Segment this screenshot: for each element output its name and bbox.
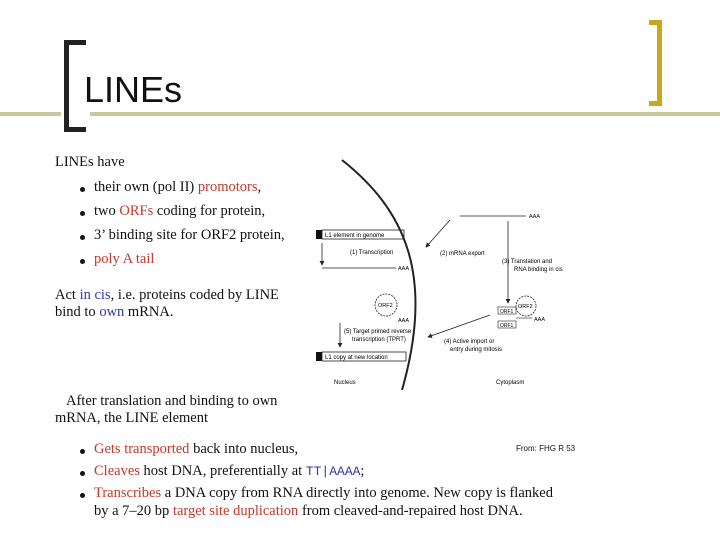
bullet-text: two <box>94 203 120 219</box>
bullet-text: from cleaved-and-repaired host DNA. <box>298 503 523 519</box>
export-arrow <box>426 220 450 247</box>
bullet-polya: poly A tail <box>94 251 155 267</box>
highlight-text: Transcribes <box>94 485 162 501</box>
slide-title: LINEs <box>84 69 183 110</box>
cis-text: bind to <box>55 304 100 320</box>
new-copy-label: L1 copy at new location <box>325 355 388 361</box>
highlight-text: Cleaves <box>94 463 140 479</box>
bullet-dot <box>80 449 85 454</box>
cleavage-site-code: TT|AAAA <box>305 464 361 479</box>
title-bracket-left-top <box>64 40 86 45</box>
transcription-label: (1) Transcription <box>350 250 394 256</box>
highlight-text: target site duplication <box>172 503 299 519</box>
import-label-1: (4) Active import or <box>444 339 495 345</box>
new-copy-marker <box>316 352 322 361</box>
cis-line-2 <box>55 304 173 321</box>
bullet-text: host DNA, preferentially at <box>139 463 306 479</box>
genome-marker <box>316 230 322 239</box>
bullet-transported <box>94 441 298 458</box>
l1-in-genome-label: L1 element in genome <box>325 233 385 239</box>
title-bracket-left <box>64 40 69 132</box>
bullet-transcribes <box>94 485 553 502</box>
cis-highlight: own <box>99 304 125 320</box>
cytoplasm-label: Cytoplasm <box>496 380 525 386</box>
bullet-text: coding for protein, <box>153 203 266 219</box>
title-bracket-right-top <box>649 20 662 25</box>
bullet-transcribes-line-2 <box>94 503 523 520</box>
line-lifecycle-diagram <box>310 155 590 395</box>
bullet-text: a DNA copy from RNA directly into genome. New copy is flanked <box>161 485 553 501</box>
bullet-orfs <box>94 203 265 220</box>
bullet-text: , <box>257 179 262 195</box>
bullet-dot <box>80 235 85 240</box>
orf1-label-a: ORF1 <box>500 309 514 315</box>
intro-text: LINEs have <box>55 154 125 170</box>
tprt-label-2: transcription (TPRT) <box>352 337 406 343</box>
title-rule-left <box>0 112 61 116</box>
aaa-right-label: AAA <box>534 317 546 323</box>
title-bracket-right <box>657 20 662 106</box>
title-bracket-right-bottom <box>649 101 662 106</box>
bullet-cleaves <box>94 463 364 480</box>
after-line-2: mRNA, the LINE element <box>55 410 209 426</box>
orf2-right-label: ORF2 <box>518 304 533 310</box>
bullet-text: ; <box>360 463 365 479</box>
bullet-text: by a 7–20 bp <box>94 503 173 519</box>
cis-text: Act <box>55 287 80 303</box>
translation-label: (3) Translation and <box>502 259 553 265</box>
after-line-1: After translation and binding to own <box>66 393 278 409</box>
bullet-dot <box>80 187 85 192</box>
aaa-left-label: AAA <box>398 318 410 324</box>
orf2-left-label: ORF2 <box>378 303 393 309</box>
nucleus-label: Nucleus <box>334 380 356 386</box>
mrna-export-label: (2) mRNA export <box>440 251 485 257</box>
bullet-dot <box>80 471 85 476</box>
bullet-dot <box>80 211 85 216</box>
cis-text: mRNA. <box>124 304 174 320</box>
bullet-promotors <box>94 179 261 196</box>
import-label-2: entry during mitosis <box>450 347 503 353</box>
highlight-text: ORFs <box>119 203 154 219</box>
tprt-label-1: (5) Target primed reverse <box>344 329 412 335</box>
cis-text: , i.e. proteins coded by LINE <box>110 287 279 303</box>
cis-line-1 <box>55 287 279 304</box>
bullet-binding-site: 3’ binding site for ORF2 protein, <box>94 227 285 243</box>
bullet-dot <box>80 259 85 264</box>
bullet-dot <box>80 493 85 498</box>
source-citation: From: FHG R 53 <box>516 444 576 453</box>
highlight-text: promotors <box>197 179 258 195</box>
aaa-label: AAA <box>398 266 410 272</box>
translation-label-2: RNA binding in cis <box>514 267 563 273</box>
title-bracket-left-bottom <box>64 127 86 132</box>
highlight-text: Gets transported <box>94 441 190 457</box>
title-rule-right <box>90 112 720 116</box>
bullet-text: back into nucleus, <box>189 441 299 457</box>
import-arrow <box>428 315 490 337</box>
cis-highlight: in cis <box>79 287 111 303</box>
aaa-top-label: AAA <box>529 214 541 220</box>
bullet-text: their own (pol II) <box>94 179 198 195</box>
orf1-label-b: ORF1 <box>500 323 514 329</box>
